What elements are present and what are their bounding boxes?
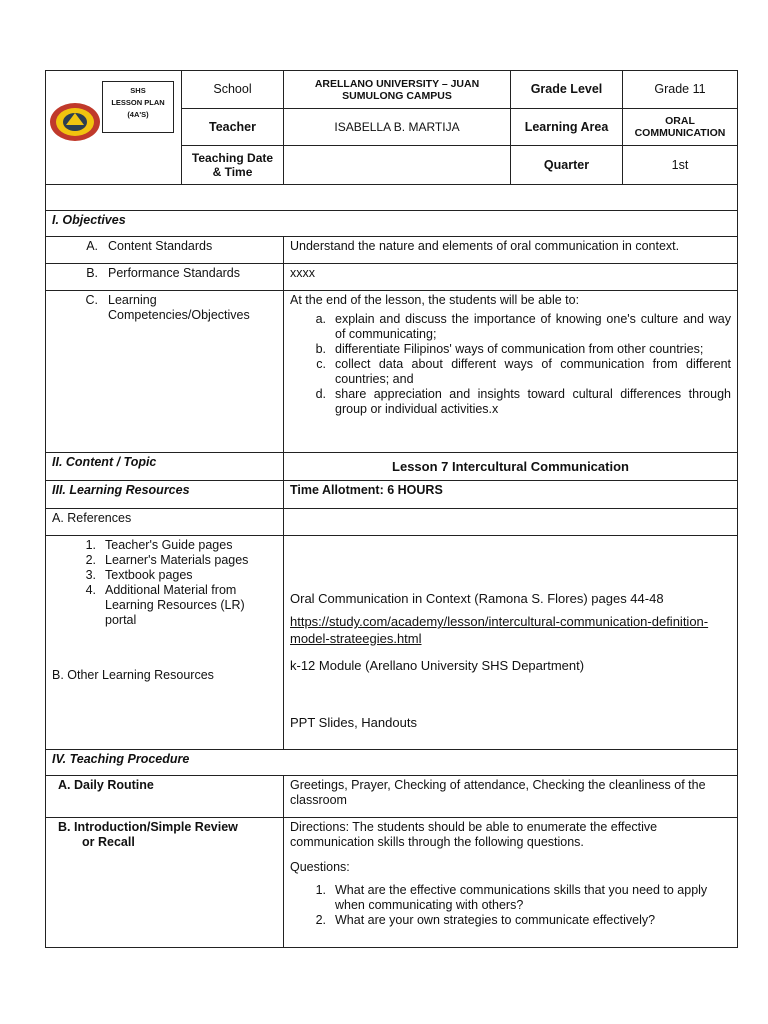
module-reference: k-12 Module (Arellano University SHS Department) [290,658,585,673]
teacher-label: Teacher [182,109,284,146]
references-label: A. References [46,509,284,536]
book-reference: Oral Communication in Context (Ramona S. Flores) pages 44-48 [290,591,664,606]
list-item: 1. What are the effective communications skills that you need to apply when communicating with others? [315,883,708,912]
performance-standards-value: xxxx [284,264,738,291]
competencies-intro: At the end of the lesson, the students will be able to: [290,293,580,307]
list-item: 1. Teacher's Guide pages [85,538,233,552]
area-value: ORAL COMMUNICATION [623,109,738,146]
content-topic: Lesson 7 Intercultural Communication [284,453,738,481]
teacher-value: ISABELLA B. MARTIJA [284,109,511,146]
routine-label: A. Daily Routine [46,776,284,818]
logo-cell [46,71,182,185]
resources-title: III. Learning Resources [46,481,284,509]
objectives-title: I. Objectives [46,211,738,237]
quarter-label: Quarter [511,146,623,185]
competencies-list [290,312,731,417]
list-item: 2. What are your own strategies to communicate effectively? [315,913,656,927]
grade-value: Grade 11 [623,71,738,109]
date-label: Teaching Date & Time [182,146,284,185]
list-item: 3. Textbook pages [85,568,193,582]
content-title: II. Content / Topic [46,453,284,481]
procedure-title: IV. Teaching Procedure [46,750,738,776]
intro-label: B. Introduction/Simple Review or Recall [46,818,284,948]
questions-label: Questions: [290,860,350,874]
references-list [52,538,277,628]
lesson-plan-document [45,70,737,948]
ppt-reference: PPT Slides, Handouts [290,715,417,730]
references-list-cell [46,536,284,750]
other-resources-label: B. Other Learning Resources [52,668,214,682]
performance-standards-label: B. Performance Standards [46,264,284,291]
questions-list [290,883,731,928]
list-item: d. share appreciation and insights toward cultural differences through group or individual activities.x [315,387,731,416]
list-item: b. differentiate Filipinos' ways of communication from other countries; [315,342,704,356]
list-item: 4. Additional Material from Learning Resources (LR) portal [85,583,245,627]
school-value: ARELLANO UNIVERSITY – JUAN SUMULONG CAMPUS [284,71,511,109]
competencies-value [284,291,738,453]
content-standards-value: Understand the nature and elements of oral communication in context. [284,237,738,264]
list-item: 2. Learner's Materials pages [85,553,249,567]
quarter-value: 1st [623,146,738,185]
list-item: a. explain and discuss the importance of knowing one's culture and way of communicating; [315,312,731,341]
lesson-plan-box: SHS LESSON PLAN (4A'S) [102,81,174,133]
study-link[interactable]: https://study.com/academy/lesson/intercultural-communication-definition-model-strateegies.html [290,614,709,646]
grade-label: Grade Level [511,71,623,109]
content-standards-label: A. Content Standards [46,237,284,264]
spacer-row [46,185,738,211]
time-allotment: Time Allotment: 6 HOURS [284,481,738,509]
references-value [284,509,738,536]
intro-value [284,818,738,948]
date-value [284,146,511,185]
university-seal-icon [48,101,102,143]
routine-value: Greetings, Prayer, Checking of attendance, Checking the cleanliness of the classroom [284,776,738,818]
list-item: c. collect data about different ways of communication from different countries; and [316,357,731,386]
directions-text: Directions: The students should be able to enumerate the effective communication skills through the following questions. [290,820,658,849]
competencies-label: C. Learning Competencies/Objectives [46,291,284,453]
resources-value [284,536,738,750]
school-label: School [182,71,284,109]
area-label: Learning Area [511,109,623,146]
